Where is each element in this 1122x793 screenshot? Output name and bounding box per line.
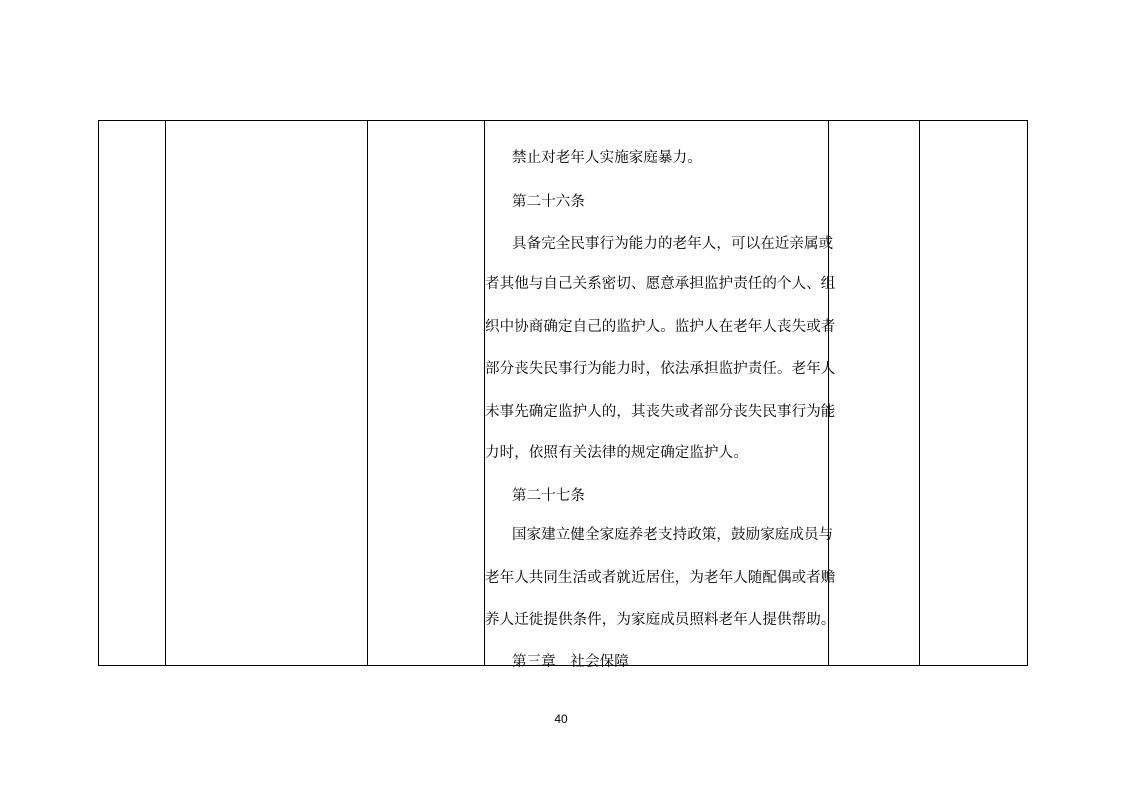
column-divider [919,121,920,665]
text-line: 国家建立健全家庭养老支持政策，鼓励家庭成员与 [512,527,834,543]
article-heading: 第二十七条 [512,488,585,504]
text-line: 部分丧失民事行为能力时，依法承担监护责任。老年人 [485,361,836,377]
text-line: 老年人共同生活或者就近居住，为老年人随配偶或者赡 [485,570,836,586]
page-number: 40 [554,712,568,726]
document-table [98,120,1028,670]
text-line: 织中协商确定自己的监护人。监护人在老年人丧失或者 [485,319,836,335]
chapter-heading: 第三章 社会保障 [512,654,629,670]
column-divider [165,121,166,665]
text-line: 力时，依照有关法律的规定确定监护人。 [485,445,748,461]
text-line: 养人迁徙提供条件，为家庭成员照料老年人提供帮助。 [485,612,836,628]
text-line: 者其他与自己关系密切、愿意承担监护责任的个人、组 [485,276,836,292]
text-line: 具备完全民事行为能力的老年人，可以在近亲属或 [512,236,834,252]
text-line: 禁止对老年人实施家庭暴力。 [512,150,702,166]
article-heading: 第二十六条 [512,194,585,210]
column-divider [367,121,368,665]
legal-text-cell [485,121,836,670]
text-line: 未事先确定监护人的，其丧失或者部分丧失民事行为能 [485,404,836,420]
